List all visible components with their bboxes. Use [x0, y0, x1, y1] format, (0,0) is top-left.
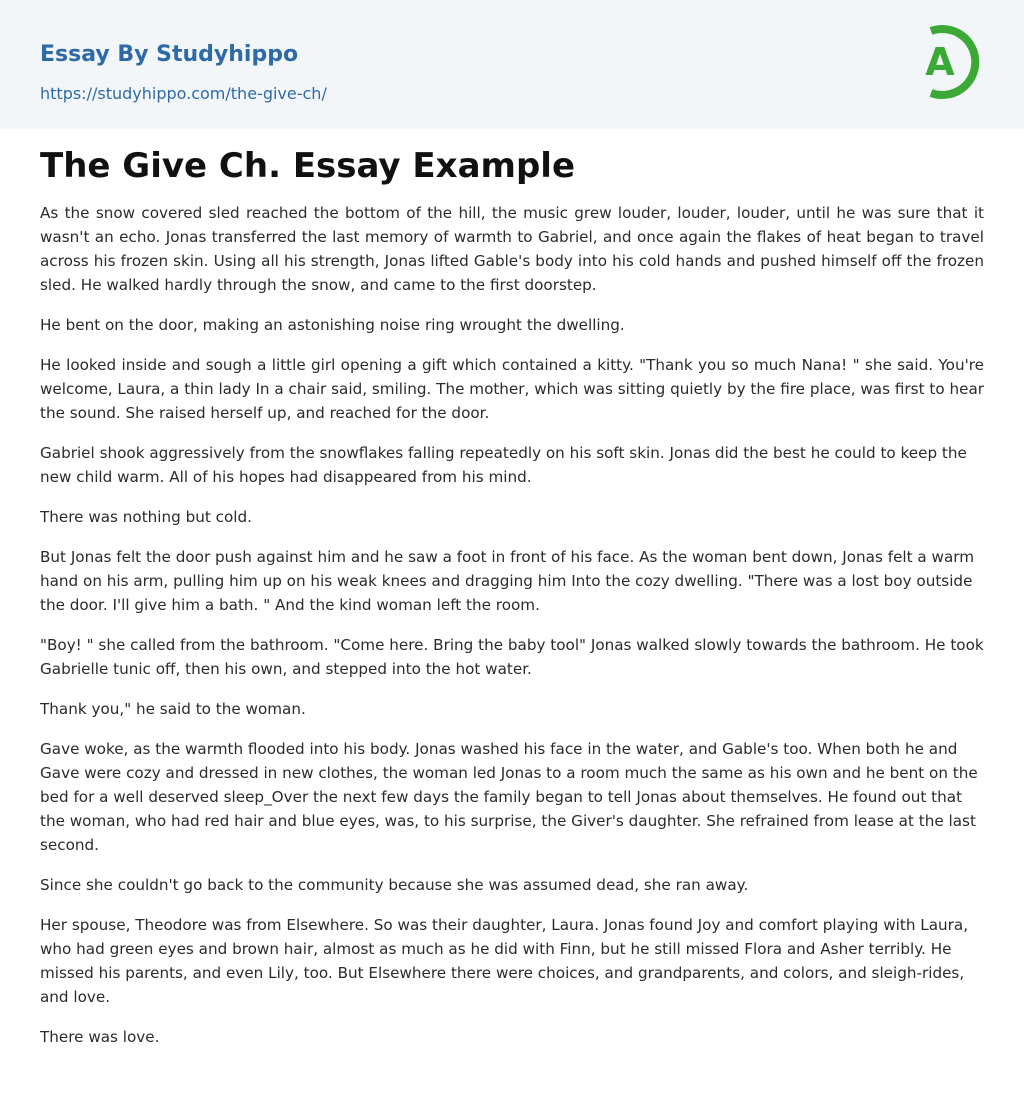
site-header — [0, 0, 1024, 129]
essay-paragraph: He bent on the door, making an astonishing noise ring wrought the dwelling. — [40, 316, 625, 334]
essay-paragraph: There was nothing but cold. — [40, 508, 252, 526]
essay-paragraph: Gabriel shook aggressively from the snowflakes falling repeatedly on his soft skin. Jonas did the best he could to keep the new child warm. All of his hopes had disappeared from his mind. — [40, 444, 967, 486]
brand-name[interactable]: Essay By Studyhippo — [40, 42, 299, 67]
essay-paragraph: Gave woke, as the warmth flooded into his body. Jonas washed his face in the water, and Gable's too. When both he and Gave were cozy and dressed in new clothes, the woman led Jonas to a room much the same as his own and he bent on the bed for a well deserved sleep_Over the next few days the family began to tell Jonas about themselves. He found out that the woman, who had red hair and blue eyes, was, to his surprise, the Giver's daughter. She refrained from lease at the last second. — [40, 740, 978, 854]
essay-paragraph: He looked inside and sough a little girl opening a gift which contained a kitty. "Thank you so much Nana! " she said. You're welcome, Laura, a thin lady In a chair said, smiling. The mother, which was sitting quietly by the fire place, was first to hear the sound. She raised herself up, and reached for the door. — [40, 356, 984, 422]
essay-paragraph: There was love. — [40, 1028, 160, 1046]
essay-paragraph: "Boy! " she called from the bathroom. "Come here. Bring the baby tool" Jonas walked slowly towards the bathroom. He took Gabrielle tunic off, then his own, and stepped into the hot water. — [40, 636, 984, 678]
essay-paragraph: As the snow covered sled reached the bottom of the hill, the music grew louder, louder, louder, until he was sure that it wasn't an echo. Jonas transferred the last memory of warmth to Gabriel, and once again the flakes of heat began to travel across his frozen skin. Using all his strength, Jonas lifted Gable's body into his cold hands and pushed himself off the frozen sled. He walked hardly through the snow, and came to the first doorstep. — [40, 204, 984, 294]
essay-paragraph: Since she couldn't go back to the community because she was assumed dead, she ran away. — [40, 876, 749, 894]
essay-url-link[interactable]: https://studyhippo.com/the-give-ch/ — [40, 84, 327, 103]
page-title: The Give Ch. Essay Example — [40, 146, 576, 186]
essay-paragraph: Her spouse, Theodore was from Elsewhere. So was their daughter, Laura. Jonas found Joy and comfort playing with Laura, who had green eyes and brown hair, almost as much as he did with Finn, but he still missed Flora and Asher terribly. He missed his parents, and even Lily, too. But Elsewhere there were choices, and grandparents, and colors, and sleigh-rides, and love. — [40, 916, 969, 1006]
essay-paragraph: Thank you," he said to the woman. — [40, 700, 306, 718]
studyhippo-logo-icon[interactable] — [912, 19, 986, 105]
essay-body — [40, 201, 984, 1065]
logo-letter: A — [925, 40, 955, 84]
essay-paragraph: But Jonas felt the door push against him and he saw a foot in front of his face. As the woman bent down, Jonas felt a warm hand on his arm, pulling him up on his weak knees and dragging him Into the cozy dwelling. "There was a lost boy outside the door. I'll give him a bath. " And the kind woman left the room. — [40, 548, 975, 614]
